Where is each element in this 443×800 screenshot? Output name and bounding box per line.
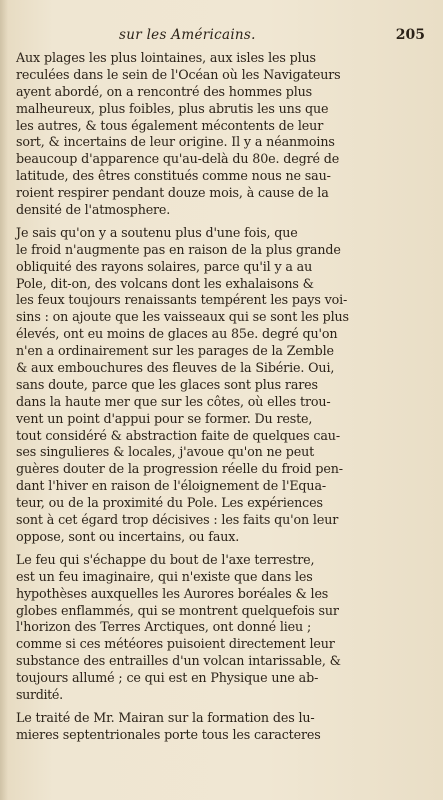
text-line: roient respirer pendant douze mois, à cause de la [16, 185, 329, 201]
text-line: densité de l'atmosphere. [16, 202, 171, 218]
text-line: l'horizon des Terres Arctiques, ont donné lieu ; [16, 619, 312, 635]
text-line: n'en a ordinairement sur les parages de la Zemble [16, 343, 334, 359]
text-line: ses singulieres & locales, j'avoue qu'on ne peut [16, 444, 315, 460]
text-line: le froid n'augmente pas en raison de la plus grande [16, 241, 341, 257]
text-line: toujours allumé ; ce qui est en Physique une ab- [16, 670, 319, 686]
text-line: beaucoup d'apparence qu'au-delà du 80e. degré de [16, 151, 340, 167]
text-line: & aux embouchures des fleuves de la Sibérie. Oui, [16, 360, 335, 376]
text-line: tout considéré & abstraction faite de quelques cau- [16, 427, 340, 443]
text-line: sins : on ajoute que les vaisseaux qui se sont les plus [16, 309, 349, 325]
text-line: obliquité des rayons solaires, parce qu'il y a au [16, 258, 313, 274]
page-number: 205 [395, 27, 425, 43]
text-line: substance des entrailles d'un volcan intarissable, & [16, 653, 341, 669]
text-line: Le feu qui s'échappe du bout de l'axe terrestre, [16, 551, 315, 567]
text-line: globes enflammés, qui se montrent quelquefois sur [16, 602, 339, 618]
text-line: oppose, sont ou incertains, ou faux. [16, 528, 240, 544]
paragraph [16, 225, 430, 546]
text-line: malheureux, plus foibles, plus abrutis les uns que [16, 100, 329, 116]
text-line: élevés, ont eu moins de glaces au 85e. degré qu'on [16, 326, 338, 342]
text-line: Le traité de Mr. Mairan sur la formation des lu- [16, 709, 315, 725]
text-line: sont à cet égard trop décisives : les faits qu'on leur [16, 512, 339, 528]
text-line: dans la haute mer que sur les côtes, où elles trou- [16, 393, 331, 409]
paragraph [16, 552, 430, 704]
text-line: comme si ces météores puisoient directement leur [16, 636, 335, 652]
text-line: ayent abordé, on a rencontré des hommes plus [16, 83, 312, 99]
paragraph [16, 50, 430, 219]
text-line: les autres, & tous également mécontents de leur [16, 117, 324, 133]
text-line: hypothèses auxquelles les Aurores boréales & les [16, 585, 329, 601]
text-line: teur, ou de la proximité du Pole. Les expériences [16, 495, 323, 511]
text-line: Aux plages les plus lointaines, aux isles les plus [16, 50, 316, 65]
paragraph [16, 710, 430, 744]
page-gutter-shadow [0, 0, 8, 800]
text-line: sort, & incertains de leur origine. Il y a néanmoins [16, 134, 335, 150]
page-header [14, 27, 429, 47]
text-line: latitude, des êtres constitués comme nous ne sau- [16, 168, 331, 184]
running-title: sur les Américains. [119, 27, 256, 43]
text-line: dant l'hiver en raison de l'éloignement de l'Equa- [16, 478, 327, 494]
body-text [16, 50, 430, 744]
text-line: Pole, dit-on, des volcans dont les exhalaisons & [16, 275, 314, 291]
text-line: reculées dans le sein de l'Océan où les Navigateurs [16, 66, 341, 82]
text-line: vent un point d'appui pour se former. Du reste, [16, 410, 313, 426]
text-line: mieres septentrionales porte tous les caracteres [16, 726, 321, 742]
text-line: Je sais qu'on y a soutenu plus d'une fois, que [16, 224, 298, 240]
text-line: les feux toujours renaissants tempérent les pays voi- [16, 292, 348, 308]
text-line: sans doute, parce que les glaces sont plus rares [16, 376, 318, 392]
text-line: guères douter de la progression réelle du froid pen- [16, 461, 343, 477]
text-line: surdité. [16, 686, 63, 702]
text-line: est un feu imaginaire, qui n'existe que dans les [16, 568, 313, 584]
